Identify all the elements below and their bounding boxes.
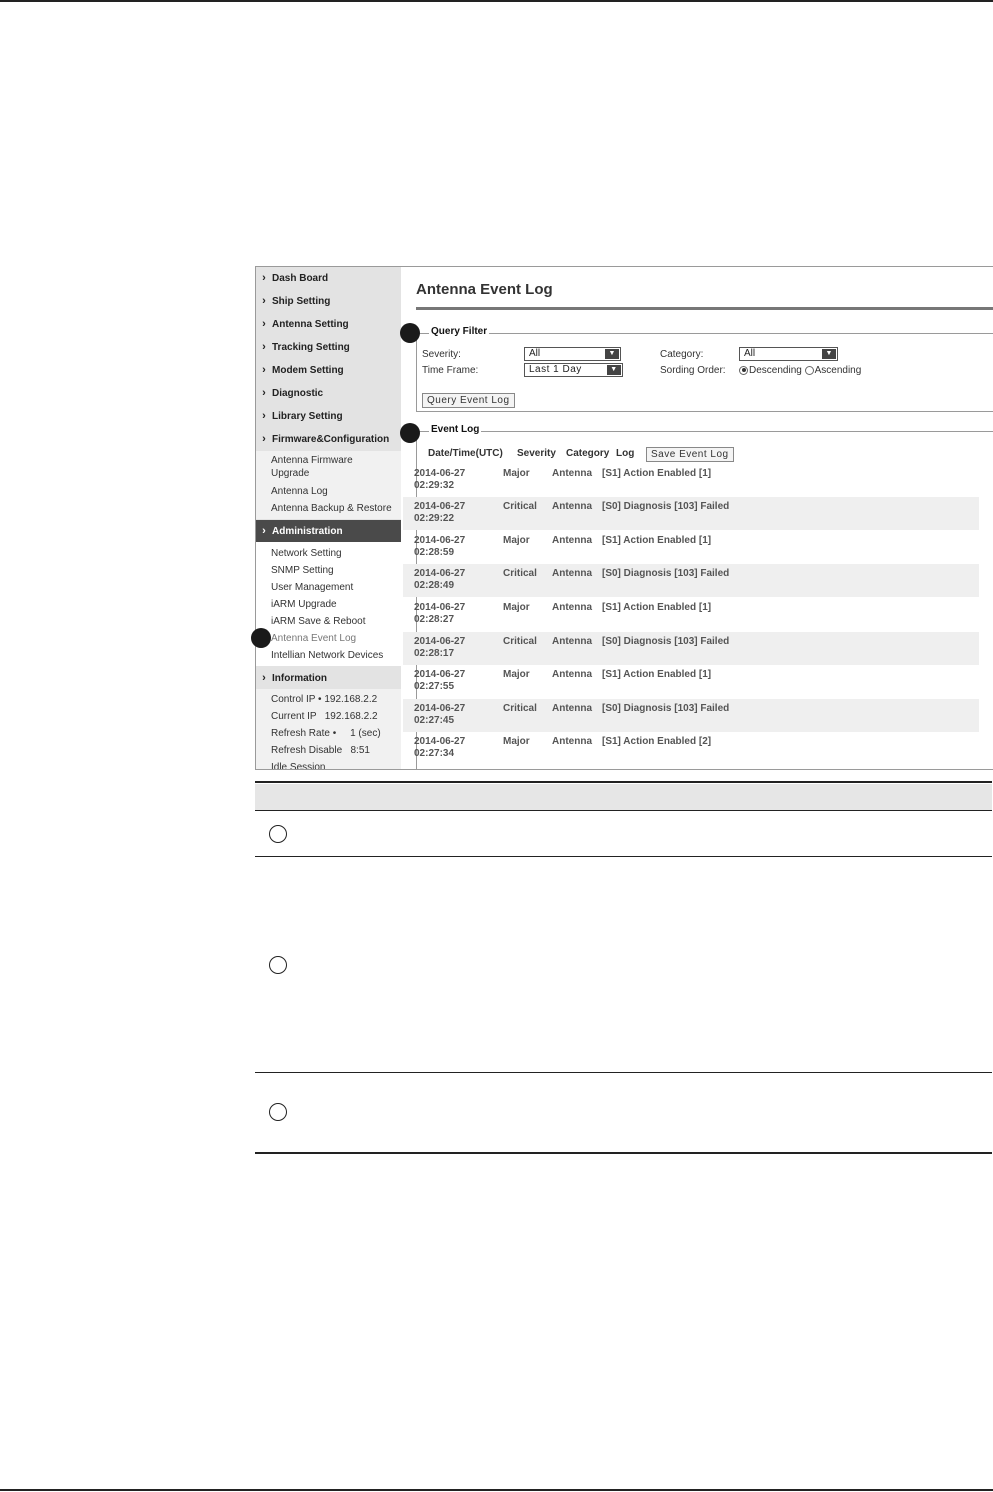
sidebar-item-tracking-setting[interactable] xyxy=(256,336,401,358)
info-idle-session: Idle Session xyxy=(271,761,401,769)
table-row xyxy=(403,564,979,597)
sidebar-item-label: Dash Board xyxy=(272,272,329,284)
row-datetime xyxy=(414,568,465,592)
row-datetime xyxy=(414,736,465,760)
table-row xyxy=(403,531,979,564)
row-number-circle xyxy=(269,956,287,974)
sidebar-item-dash-board[interactable] xyxy=(256,267,401,289)
category-label: Category: xyxy=(660,349,704,360)
row-category: Antenna xyxy=(552,636,592,647)
sidebar-item-modem-setting[interactable] xyxy=(256,359,401,381)
row-datetime xyxy=(414,602,465,626)
row-category: Antenna xyxy=(552,501,592,512)
sidebar-item-label: Tracking Setting xyxy=(272,341,350,353)
table-bottom-rule xyxy=(255,1152,992,1154)
sidebar-subitem-iarm-save-reboot[interactable]: iARM Save & Reboot xyxy=(271,615,401,628)
row-date: 2014-06-27 xyxy=(414,602,466,613)
dropdown-arrow-icon: ▼ xyxy=(822,349,836,359)
category-select[interactable] xyxy=(739,347,838,361)
severity-value: All xyxy=(529,348,541,359)
page-bottom-rule xyxy=(0,1489,993,1491)
row-time: 02:29:32 xyxy=(414,480,455,491)
sidebar-item-information[interactable] xyxy=(256,667,401,689)
sidebar-subitem-network-setting[interactable]: Network Setting xyxy=(271,547,401,560)
row-severity: Critical xyxy=(503,568,537,579)
screenshot-frame xyxy=(255,266,993,770)
chevron-right-icon: › xyxy=(262,341,266,353)
row-datetime xyxy=(414,501,465,525)
sidebar-item-label: Diagnostic xyxy=(272,387,324,399)
table-top-rule xyxy=(255,781,992,783)
sort-order-options xyxy=(739,365,861,376)
sidebar-item-label: Modem Setting xyxy=(272,364,344,376)
row-date: 2014-06-27 xyxy=(414,669,466,680)
row-severity: Critical xyxy=(503,501,537,512)
row-log: [S1] Action Enabled [1] xyxy=(602,669,712,680)
row-severity: Major xyxy=(503,535,530,546)
sidebar-item-ship-setting[interactable] xyxy=(256,290,401,312)
row-time: 02:27:45 xyxy=(414,715,455,726)
sidebar-item-label: Antenna Setting xyxy=(272,318,349,330)
sidebar-subitem-antenna-event-log[interactable]: Antenna Event Log xyxy=(271,632,401,645)
severity-select[interactable] xyxy=(524,347,621,361)
row-category: Antenna xyxy=(552,602,592,613)
radio-ascending[interactable] xyxy=(805,366,814,375)
chevron-right-icon: › xyxy=(262,387,266,399)
row-severity: Critical xyxy=(503,636,537,647)
dropdown-arrow-icon: ▼ xyxy=(607,365,621,375)
info-refresh-disable: Refresh Disable 8:51 xyxy=(271,744,401,757)
sidebar-subitem-antenna-backup-restore[interactable]: Antenna Backup & Restore xyxy=(271,502,401,515)
table-row xyxy=(403,732,979,765)
row-time: 02:28:17 xyxy=(414,648,455,659)
sidebar-item-label: Firmware&Configuration xyxy=(272,433,390,445)
row-date: 2014-06-27 xyxy=(414,535,466,546)
chevron-right-icon: › xyxy=(262,364,266,376)
row-log: [S0] Diagnosis [103] Failed xyxy=(602,501,730,512)
table-row-rule xyxy=(255,856,992,857)
row-category: Antenna xyxy=(552,535,592,546)
table-header-rule xyxy=(255,810,992,811)
severity-label: Severity: xyxy=(422,349,461,360)
row-category: Antenna xyxy=(552,669,592,680)
row-time: 02:27:34 xyxy=(414,748,455,759)
row-date: 2014-06-27 xyxy=(414,568,466,579)
table-row xyxy=(403,699,979,732)
sidebar xyxy=(256,267,401,769)
table-row xyxy=(403,464,979,497)
sidebar-item-label: Ship Setting xyxy=(272,295,331,307)
row-time: 02:28:59 xyxy=(414,547,455,558)
timeframe-select[interactable] xyxy=(524,363,623,377)
row-datetime xyxy=(414,636,465,660)
timeframe-value: Last 1 Day xyxy=(529,364,582,375)
chevron-right-icon: › xyxy=(262,433,266,445)
row-severity: Major xyxy=(503,669,530,680)
row-severity: Major xyxy=(503,602,530,613)
row-category: Antenna xyxy=(552,468,592,479)
row-date: 2014-06-27 xyxy=(414,703,466,714)
row-time: 02:28:27 xyxy=(414,614,455,625)
query-event-log-button[interactable]: Query Event Log xyxy=(422,393,515,408)
column-header-log: Log xyxy=(616,448,635,459)
row-datetime xyxy=(414,669,465,693)
descending-label: Descending xyxy=(749,365,802,376)
table-row xyxy=(403,632,979,665)
chevron-right-icon: › xyxy=(262,525,266,537)
table-row xyxy=(403,665,979,698)
sidebar-item-library-setting[interactable] xyxy=(256,405,401,427)
row-log: [S0] Diagnosis [103] Failed xyxy=(602,568,730,579)
row-log: [S0] Diagnosis [103] Failed xyxy=(602,703,730,714)
sidebar-item-label: Administration xyxy=(272,525,343,537)
info-control-ip: Control IP • 192.168.2.2 xyxy=(271,693,401,706)
row-severity: Critical xyxy=(503,703,537,714)
row-number-circle xyxy=(269,825,287,843)
page-top-rule xyxy=(0,0,993,2)
sidebar-subitem-antenna-firmware-upgrade[interactable]: Antenna Firmware Upgrade xyxy=(271,454,376,480)
save-event-log-button[interactable]: Save Event Log xyxy=(646,447,734,462)
sidebar-subitem-iarm-upgrade[interactable]: iARM Upgrade xyxy=(271,598,401,611)
row-severity: Major xyxy=(503,468,530,479)
sort-order-label: Sording Order: xyxy=(660,365,726,376)
column-header-severity: Severity xyxy=(517,448,556,459)
callout-marker-event-log xyxy=(400,423,420,443)
category-value: All xyxy=(744,348,756,359)
title-divider xyxy=(416,307,993,310)
row-category: Antenna xyxy=(552,736,592,747)
row-category: Antenna xyxy=(552,568,592,579)
sidebar-item-antenna-setting[interactable] xyxy=(256,313,401,335)
row-date: 2014-06-27 xyxy=(414,468,466,479)
chevron-right-icon: › xyxy=(262,318,266,330)
page-title: Antenna Event Log xyxy=(416,281,553,298)
timeframe-label: Time Frame: xyxy=(422,365,479,376)
radio-descending[interactable] xyxy=(739,366,748,375)
sidebar-item-label: Information xyxy=(272,672,327,684)
chevron-right-icon: › xyxy=(262,272,266,284)
column-header-datetime: Date/Time(UTC) xyxy=(428,448,503,459)
sidebar-subitem-snmp-setting[interactable]: SNMP Setting xyxy=(271,564,401,577)
row-log: [S0] Diagnosis [103] Failed xyxy=(602,636,730,647)
ascending-label: Ascending xyxy=(814,365,862,376)
row-severity: Major xyxy=(503,736,530,747)
chevron-right-icon: › xyxy=(262,295,266,307)
sidebar-subitem-antenna-log[interactable]: Antenna Log xyxy=(271,485,401,498)
row-time: 02:29:22 xyxy=(414,513,455,524)
row-time: 02:28:49 xyxy=(414,580,455,591)
table-header xyxy=(255,784,992,810)
row-log: [S1] Action Enabled [1] xyxy=(602,535,712,546)
sidebar-subitem-intellian-network-devices[interactable]: Intellian Network Devices xyxy=(271,649,401,662)
table-row xyxy=(403,497,979,530)
sidebar-item-label: Library Setting xyxy=(272,410,343,422)
row-log: [S1] Action Enabled [2] xyxy=(602,736,712,747)
chevron-right-icon: › xyxy=(262,672,266,684)
row-number-circle xyxy=(269,1103,287,1121)
query-filter-group xyxy=(416,326,993,412)
chevron-right-icon: › xyxy=(262,410,266,422)
table-row xyxy=(403,598,979,631)
sidebar-item-diagnostic[interactable] xyxy=(256,382,401,404)
row-date: 2014-06-27 xyxy=(414,501,466,512)
row-log: [S1] Action Enabled [1] xyxy=(602,602,712,613)
sidebar-item-administration[interactable] xyxy=(256,520,401,542)
query-filter-legend: Query Filter xyxy=(431,326,488,337)
info-refresh-rate: Refresh Rate • 1 (sec) xyxy=(271,727,401,740)
column-header-category: Category xyxy=(566,448,610,459)
row-datetime xyxy=(414,703,465,727)
row-datetime xyxy=(414,468,465,492)
row-log: [S1] Action Enabled [1] xyxy=(602,468,712,479)
table-row-rule xyxy=(255,1072,992,1073)
row-date: 2014-06-27 xyxy=(414,636,466,647)
sidebar-subitem-user-management[interactable]: User Management xyxy=(271,581,401,594)
callout-marker-query-filter xyxy=(400,323,420,343)
dropdown-arrow-icon: ▼ xyxy=(605,349,619,359)
row-time: 02:27:55 xyxy=(414,681,455,692)
sidebar-item-firmware-configuration[interactable] xyxy=(256,428,401,450)
row-category: Antenna xyxy=(552,703,592,714)
callout-marker-antenna-event-log xyxy=(251,628,271,648)
event-log-legend: Event Log xyxy=(431,424,480,435)
row-date: 2014-06-27 xyxy=(414,736,466,747)
main-content xyxy=(402,267,993,769)
info-current-ip: Current IP 192.168.2.2 xyxy=(271,710,401,723)
row-datetime xyxy=(414,535,465,559)
